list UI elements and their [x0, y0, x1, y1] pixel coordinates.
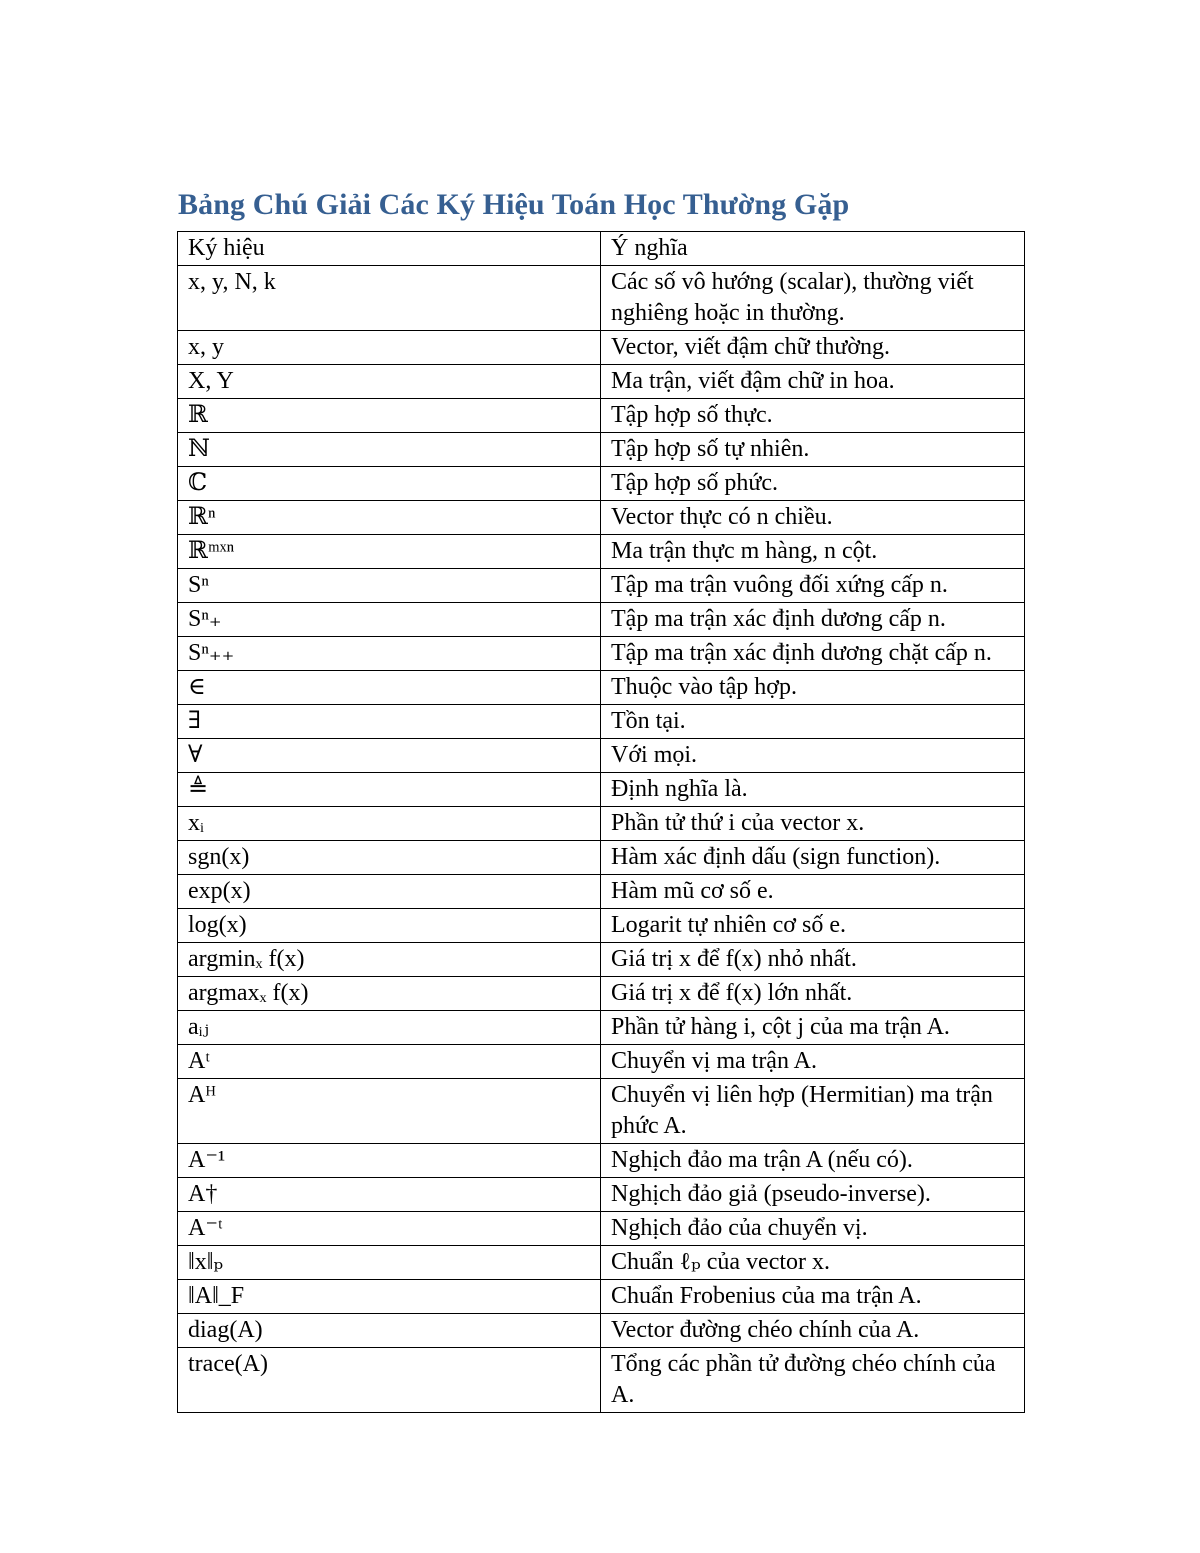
- symbol-cell: A⁻¹: [178, 1144, 601, 1178]
- symbol-cell: ℂ: [178, 467, 601, 501]
- symbol-cell: ‖x‖ₚ: [178, 1246, 601, 1280]
- meaning-cell: Tổng các phần tử đường chéo chính của A.: [601, 1348, 1025, 1413]
- meaning-cell: Tập ma trận xác định dương cấp n.: [601, 603, 1025, 637]
- table-row: [178, 467, 1025, 501]
- meaning-cell: Nghịch đảo của chuyển vị.: [601, 1212, 1025, 1246]
- table-row: [178, 705, 1025, 739]
- table-row: [178, 1079, 1025, 1144]
- table-row: [178, 1212, 1025, 1246]
- table-row: [178, 535, 1025, 569]
- meaning-cell: Hàm xác định dấu (sign function).: [601, 841, 1025, 875]
- symbol-cell: ℕ: [178, 433, 601, 467]
- symbol-cell: X, Y: [178, 365, 601, 399]
- table-row: [178, 1314, 1025, 1348]
- symbol-cell: sgn(x): [178, 841, 601, 875]
- table-row: [178, 1045, 1025, 1079]
- symbol-cell: ℝᵐˣⁿ: [178, 535, 601, 569]
- symbol-cell: Sⁿ₊: [178, 603, 601, 637]
- symbol-cell: x, y: [178, 331, 601, 365]
- symbol-cell: A⁻ᵗ: [178, 1212, 601, 1246]
- table-body: [178, 266, 1025, 1413]
- symbol-cell: ≜: [178, 773, 601, 807]
- table-header-row: [178, 232, 1025, 266]
- meaning-cell: Với mọi.: [601, 739, 1025, 773]
- table-row: [178, 909, 1025, 943]
- table-row: [178, 637, 1025, 671]
- symbol-cell: ∀: [178, 739, 601, 773]
- symbol-cell: Aᵗ: [178, 1045, 601, 1079]
- meaning-cell: Nghịch đảo giả (pseudo-inverse).: [601, 1178, 1025, 1212]
- meaning-cell: Ma trận thực m hàng, n cột.: [601, 535, 1025, 569]
- meaning-cell: Phần tử hàng i, cột j của ma trận A.: [601, 1011, 1025, 1045]
- table-row: [178, 807, 1025, 841]
- meaning-cell: Tập ma trận vuông đối xứng cấp n.: [601, 569, 1025, 603]
- symbol-cell: aᵢⱼ: [178, 1011, 601, 1045]
- meaning-cell: Giá trị x để f(x) nhỏ nhất.: [601, 943, 1025, 977]
- table-row: [178, 331, 1025, 365]
- symbol-cell: trace(A): [178, 1348, 601, 1413]
- meaning-cell: Các số vô hướng (scalar), thường viết nghiêng hoặc in thường.: [601, 266, 1025, 331]
- table-row: [178, 671, 1025, 705]
- table-row: [178, 773, 1025, 807]
- table-row: [178, 365, 1025, 399]
- meaning-cell: Tập hợp số phức.: [601, 467, 1025, 501]
- table-row: [178, 1246, 1025, 1280]
- table-row: [178, 739, 1025, 773]
- symbol-cell: xᵢ: [178, 807, 601, 841]
- meaning-cell: Nghịch đảo ma trận A (nếu có).: [601, 1144, 1025, 1178]
- meaning-cell: Định nghĩa là.: [601, 773, 1025, 807]
- meaning-cell: Tập hợp số tự nhiên.: [601, 433, 1025, 467]
- symbol-cell: Sⁿ: [178, 569, 601, 603]
- meaning-cell: Giá trị x để f(x) lớn nhất.: [601, 977, 1025, 1011]
- symbol-cell: Aᴴ: [178, 1079, 601, 1144]
- meaning-cell: Tập hợp số thực.: [601, 399, 1025, 433]
- symbol-cell: log(x): [178, 909, 601, 943]
- meaning-cell: Chuẩn ℓₚ của vector x.: [601, 1246, 1025, 1280]
- meaning-cell: Vector đường chéo chính của A.: [601, 1314, 1025, 1348]
- meaning-cell: Hàm mũ cơ số e.: [601, 875, 1025, 909]
- symbol-cell: ∃: [178, 705, 601, 739]
- table-row: [178, 433, 1025, 467]
- table-row: [178, 266, 1025, 331]
- meaning-cell: Chuyển vị ma trận A.: [601, 1045, 1025, 1079]
- table-row: [178, 603, 1025, 637]
- table-row: [178, 1011, 1025, 1045]
- table-row: [178, 569, 1025, 603]
- meaning-cell: Ma trận, viết đậm chữ in hoa.: [601, 365, 1025, 399]
- table-row: [178, 399, 1025, 433]
- page-title: Bảng Chú Giải Các Ký Hiệu Toán Học Thường Gặp: [178, 188, 850, 221]
- symbol-cell: x, y, N, k: [178, 266, 601, 331]
- table-row: [178, 1348, 1025, 1413]
- symbol-cell: exp(x): [178, 875, 601, 909]
- meaning-cell: Logarit tự nhiên cơ số e.: [601, 909, 1025, 943]
- symbol-cell: ℝⁿ: [178, 501, 601, 535]
- header-meaning: Ý nghĩa: [601, 232, 1025, 266]
- table-row: [178, 875, 1025, 909]
- meaning-cell: Tập ma trận xác định dương chặt cấp n.: [601, 637, 1025, 671]
- table-row: [178, 501, 1025, 535]
- meaning-cell: Vector thực có n chiều.: [601, 501, 1025, 535]
- meaning-cell: Tồn tại.: [601, 705, 1025, 739]
- table-row: [178, 841, 1025, 875]
- symbol-cell: ℝ: [178, 399, 601, 433]
- symbol-cell: diag(A): [178, 1314, 601, 1348]
- table-row: [178, 1280, 1025, 1314]
- symbol-cell: argminₓ f(x): [178, 943, 601, 977]
- glossary-table: [177, 231, 1025, 1413]
- symbol-cell: Sⁿ₊₊: [178, 637, 601, 671]
- symbol-cell: A†: [178, 1178, 601, 1212]
- table-row: [178, 1178, 1025, 1212]
- table-row: [178, 1144, 1025, 1178]
- symbol-cell: argmaxₓ f(x): [178, 977, 601, 1011]
- symbol-cell: ‖A‖_F: [178, 1280, 601, 1314]
- meaning-cell: Phần tử thứ i của vector x.: [601, 807, 1025, 841]
- table-row: [178, 943, 1025, 977]
- meaning-cell: Chuẩn Frobenius của ma trận A.: [601, 1280, 1025, 1314]
- table-row: [178, 977, 1025, 1011]
- meaning-cell: Thuộc vào tập hợp.: [601, 671, 1025, 705]
- header-symbol: Ký hiệu: [178, 232, 601, 266]
- symbol-cell: ∈: [178, 671, 601, 705]
- meaning-cell: Vector, viết đậm chữ thường.: [601, 331, 1025, 365]
- meaning-cell: Chuyển vị liên hợp (Hermitian) ma trận phức A.: [601, 1079, 1025, 1144]
